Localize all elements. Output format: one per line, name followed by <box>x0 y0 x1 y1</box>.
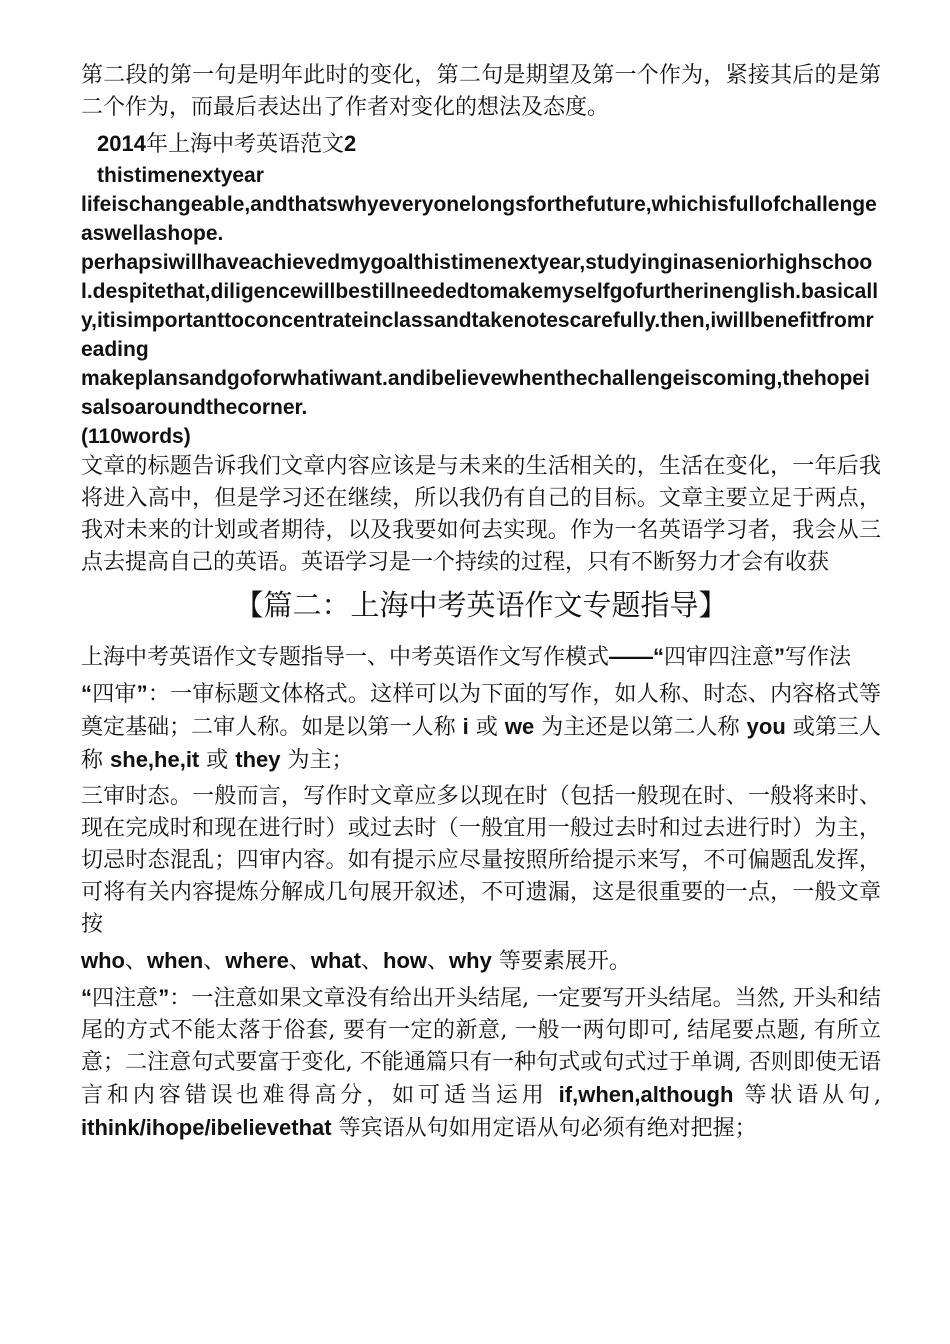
pronoun-we: we <box>504 714 535 739</box>
four-reviews-paragraph <box>81 678 881 777</box>
four-reviews-text: ：一审标题文体格式。这样可以为下面的写作，如人称、时态、内容格式等奠定基础；二审人称。如是以第一人称 <box>81 682 881 740</box>
or-text-2: 或 <box>206 748 229 773</box>
guide-intro <box>81 641 881 674</box>
four-notes-paragraph <box>81 982 881 1145</box>
guide-intro-dash: ——“ <box>609 644 665 669</box>
guide-intro-text: 上海中考英语作文专题指导一、中考英语作文写作模式 <box>81 645 610 670</box>
wh-where: where <box>225 948 289 973</box>
wh-elements <box>81 945 881 978</box>
pronoun-i: i <box>462 714 469 739</box>
separator: 、 <box>203 949 226 974</box>
four-notes-label: 四注意 <box>92 986 159 1011</box>
separator: 、 <box>361 949 384 974</box>
wh-how: how <box>383 948 428 973</box>
wh-tail: 等要素展开。 <box>498 949 631 974</box>
essay-paragraph-3: makeplansandgoforwhatiwant.andibelievewhenthechallengeiscoming,thehopeisalsoaroundthecorner. <box>81 367 870 419</box>
pronoun-they: they <box>235 747 281 772</box>
tense-paragraph: 三审时态。一般而言，写作时文章应多以现在时（包括一般现在时、一般将来时、现在完成时和现在进行时）或过去时（一般宜用一般过去时和过去进行时）为主，切忌时态混乱；四审内容。如有提示应尽量按照所给提示来写，不可偏题乱发挥，可将有关内容提炼分解成几句展开叙述，不可遗漏，这是很重要的一点，一般文章按 <box>81 784 881 937</box>
essay-heading-text: 年上海中考英语范文 <box>145 132 344 157</box>
essay-heading <box>81 128 881 161</box>
quote-close: ” <box>136 681 148 706</box>
essay-heading-number: 2 <box>343 131 357 156</box>
wh-when: when <box>147 948 204 973</box>
essay-heading-year: 2014 <box>97 131 146 156</box>
essay-word-count: (110words) <box>81 425 191 448</box>
essay-analysis: 文章的标题告诉我们文章内容应该是与未来的生活相关的，生活在变化，一年后我将进入高中，但是学习还在继续，所以我仍有自己的目标。文章主要立足于两点，我对未来的计划或者期待，以及我要如何去实现。作为一名英语学习者，我会从三点去提高自己的英语。英语学习是一个持续的过程，只有不断努力才会有收获 <box>81 454 881 575</box>
four-reviews-text-3: 或第三人称 <box>81 715 881 773</box>
separator: 、 <box>427 949 450 974</box>
wh-who: who <box>81 948 125 973</box>
pronouns-third-person: she,he,it <box>110 747 200 772</box>
essay-title: thistimenextyear <box>97 164 264 187</box>
separator: 、 <box>125 949 148 974</box>
guide-intro-method: 四审四注意 <box>664 645 775 670</box>
or-text: 或 <box>475 715 498 740</box>
four-notes-text: ：一注意如果文章没有给出开头结尾, 一定要写开头结尾。当然, 开头和结尾的方式不能太落于俗套, 要有一定的新意, 一般一两句即可, 结尾要点题, 有所立意；二注意句式要富于变化, 不能通篇只有一种句式或句式过于单调, 否则即使无语言和内容错误也难得高分，如可适当运用 <box>81 986 881 1108</box>
section-title: 【篇二：上海中考英语作文专题指导】 <box>234 588 728 622</box>
object-clause-examples: ithink/ihope/ibelievethat <box>81 1115 332 1140</box>
wh-what: what <box>310 948 361 973</box>
essay-paragraph-2: perhapsiwillhaveachievedmygoalthistimenextyear,studyinginaseniorhighschool.despitethat,diligencewillbestillneededtomakemyselfgofurtherinenglish.basically,itisimportanttoconcentrateinclassandtakenotescarefully.then,iwillbenefitfromreading <box>81 251 879 361</box>
essay-paragraph-1: lifeischangeable,andthatswhyeveryonelongsforthefuture,whichisfullofchallengeaswellashope. <box>81 193 877 245</box>
four-reviews-text-2: 为主还是以第二人称 <box>541 715 740 740</box>
quote-open: “ <box>81 985 92 1010</box>
quote-open: “ <box>81 681 92 706</box>
four-notes-text-3: 等宾语从句如用定语从句必须有绝对把握； <box>338 1116 757 1141</box>
four-reviews-text-4: 为主； <box>287 748 354 773</box>
four-notes-text-2: 等状语从句, <box>744 1083 881 1108</box>
pronoun-you: you <box>746 714 786 739</box>
paragraph-structure-note: 第二段的第一句是明年此时的变化，第二句是期望及第一个作为，紧接其后的是第二个作为，而最后表达出了作者对变化的想法及态度。 <box>81 63 881 120</box>
separator: 、 <box>288 949 311 974</box>
quote-close: ” <box>158 985 170 1010</box>
document-page <box>81 60 881 1145</box>
four-reviews-label: 四审 <box>92 682 137 707</box>
wh-why: why <box>449 948 492 973</box>
guide-intro-quote: ” <box>774 644 786 669</box>
conjunction-examples: if,when,although <box>558 1082 734 1107</box>
guide-intro-tail: 写作法 <box>785 645 852 670</box>
